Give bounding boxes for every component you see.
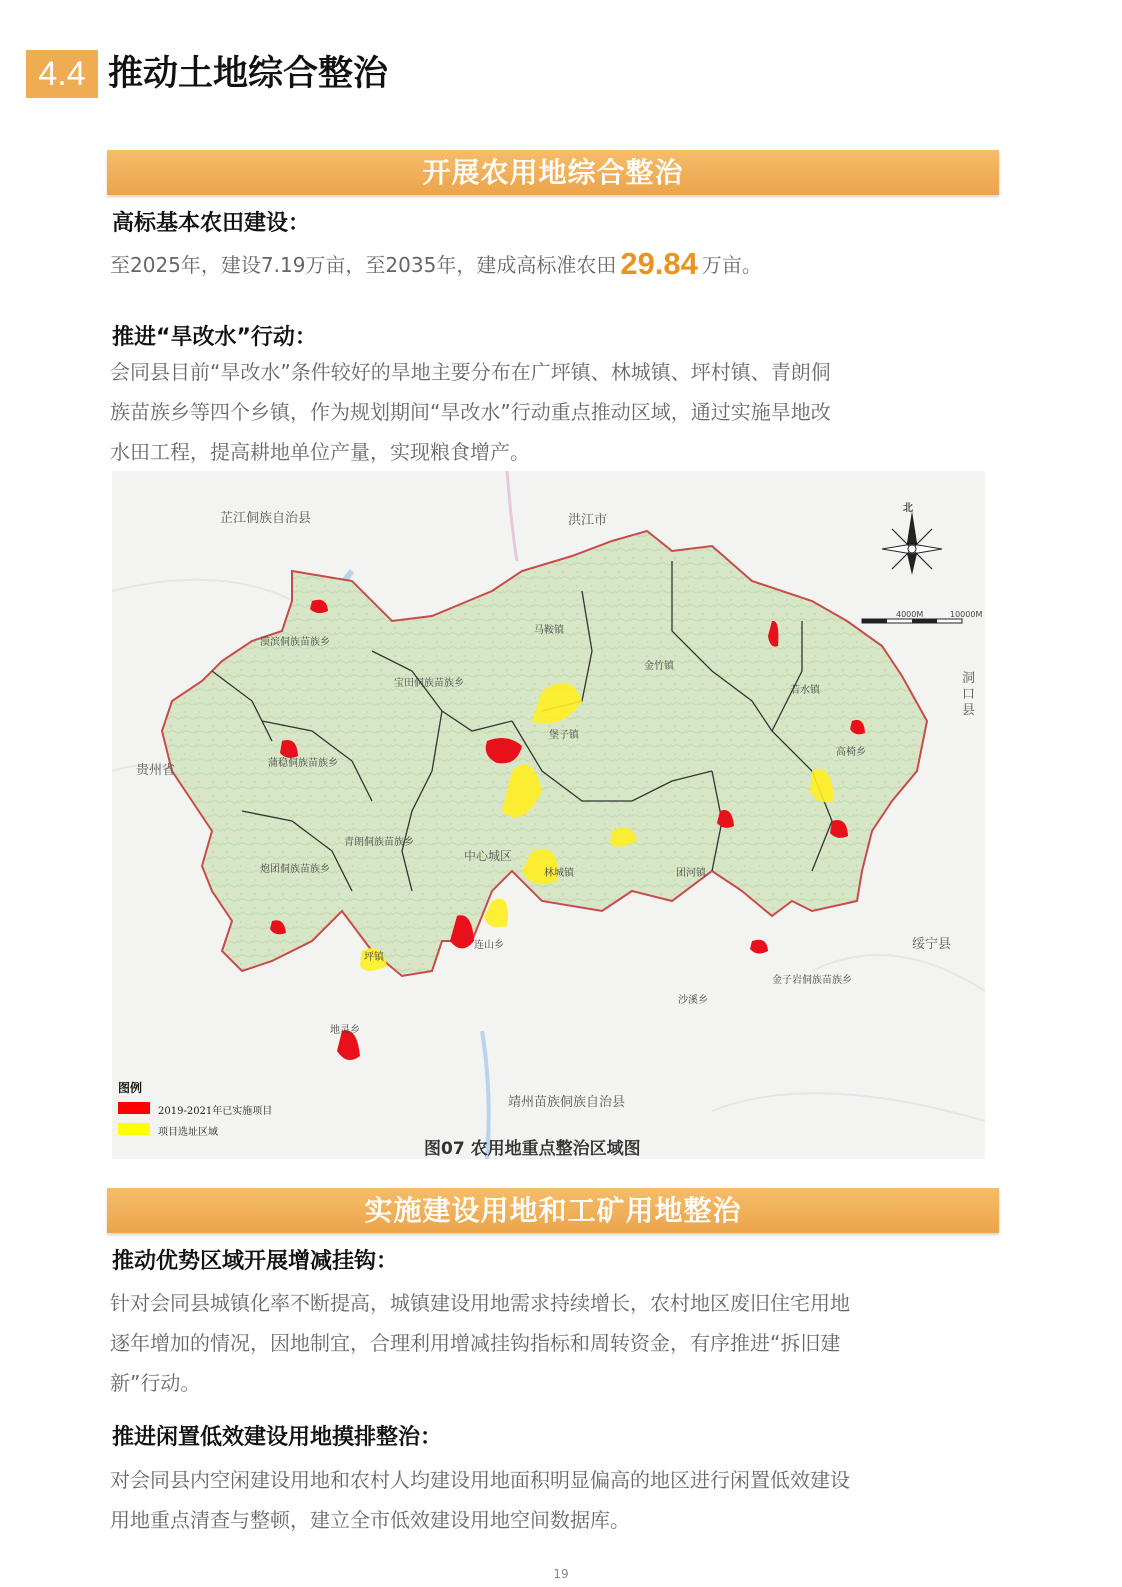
paragraph-linkage (110, 1283, 995, 1403)
banner-farmland: 开展农用地综合整治 (107, 150, 999, 195)
page-number: 19 (553, 1567, 569, 1581)
town-label: 堡子镇 (549, 730, 579, 741)
section-title: 推动土地综合整治 (108, 54, 389, 94)
map-legend (118, 1079, 288, 1149)
paragraph-line: 逐年增加的情况，因地制宜，合理利用增减挂钩指标和周转资金，有序推进“拆旧建 (110, 1331, 841, 1355)
town-label: 马鞍镇 (534, 625, 564, 636)
county-map (112, 471, 985, 1159)
town-label: 金竹镇 (644, 661, 674, 672)
town-label: 蒲稳侗族苗族乡 (268, 758, 338, 769)
town-label: 高椅乡 (836, 747, 866, 758)
legend-title: 图例 (118, 1081, 143, 1095)
north-label: 北 (903, 503, 913, 514)
town-label: 连山乡 (474, 940, 504, 951)
paragraph-line: 水田工程，提高耕地单位产量，实现粮食增产。 (110, 440, 530, 464)
paragraph-line: 会同县目前“旱改水”条件较好的旱地主要分布在广坪镇、林城镇、坪村镇、青朗侗 (110, 360, 831, 384)
heading-dry-to-paddy: 推进“旱改水”行动： (112, 325, 317, 350)
map-label: 贵州省 (136, 763, 176, 778)
town-label: 炮团侗族苗族乡 (260, 864, 330, 875)
map-label: 绥宁县 (912, 937, 952, 952)
legend-label-candidate: 项目选址区域 (158, 1127, 218, 1138)
town-label: 青朗侗族苗族乡 (344, 837, 414, 848)
text-after: 万亩。 (701, 253, 762, 277)
town-label: 团河镇 (676, 868, 706, 879)
town-label: 若水镇 (790, 685, 820, 696)
scale-label-left: 4000M (896, 610, 924, 619)
town-label: 中心城区 (464, 849, 513, 863)
paragraph-line: 族苗族乡等四个乡镇，作为规划期间“旱改水”行动重点推动区域，通过实施旱地改 (110, 400, 831, 424)
paragraph-high-standard-farmland (110, 244, 995, 285)
town-label: 沙溪乡 (678, 995, 708, 1006)
paragraph-line: 针对会同县城镇化率不断提高，城镇建设用地需求持续增长，农村地区废旧住宅用地 (110, 1291, 850, 1315)
town-label: 金子岩侗族苗族乡 (772, 975, 852, 986)
town-label: 地灵乡 (330, 1025, 360, 1036)
paragraph-idle-land (110, 1460, 995, 1540)
map-label: 芷江侗族自治县 (220, 511, 312, 526)
section-number: 4.4 (26, 50, 98, 98)
legend-label-implemented: 2019-2021年已实施项目 (158, 1106, 273, 1117)
paragraph-dry-to-paddy (110, 352, 995, 472)
map-figure (112, 471, 985, 1159)
paragraph-line: 用地重点清查与整顿，建立全市低效建设用地空间数据库。 (110, 1508, 630, 1532)
heading-linkage: 推动优势区域开展增减挂钩： (112, 1249, 399, 1274)
map-label: 洞口县 (962, 671, 976, 718)
banner-construction-land: 实施建设用地和工矿用地整治 (107, 1188, 999, 1233)
town-label: 坪镇 (364, 952, 384, 963)
heading-high-standard-farmland: 高标基本农田建设： (112, 211, 311, 236)
town-label: 宝田侗族苗族乡 (394, 678, 464, 689)
heading-idle-land: 推进闲置低效建设用地摸排整治： (112, 1425, 443, 1450)
paragraph-line: 新”行动。 (110, 1371, 201, 1395)
highlight-number: 29.84 (620, 246, 698, 281)
figure-caption: 图07 农用地重点整治区域图 (424, 1139, 641, 1159)
map-label: 洪江市 (568, 513, 608, 528)
town-label: 林城镇 (544, 868, 574, 879)
paragraph-line: 对会同县内空闲建设用地和农村人均建设用地面积明显偏高的地区进行闲置低效建设 (110, 1468, 850, 1492)
scale-bar (862, 619, 962, 623)
scale-label-right: 10000M (950, 610, 983, 619)
map-label: 靖州苗族侗族自治县 (508, 1095, 626, 1110)
town-label: 漠滨侗族苗族乡 (260, 637, 330, 648)
text-before: 至2025年，建设7.19万亩，至2035年，建成高标准农田 (110, 253, 617, 277)
